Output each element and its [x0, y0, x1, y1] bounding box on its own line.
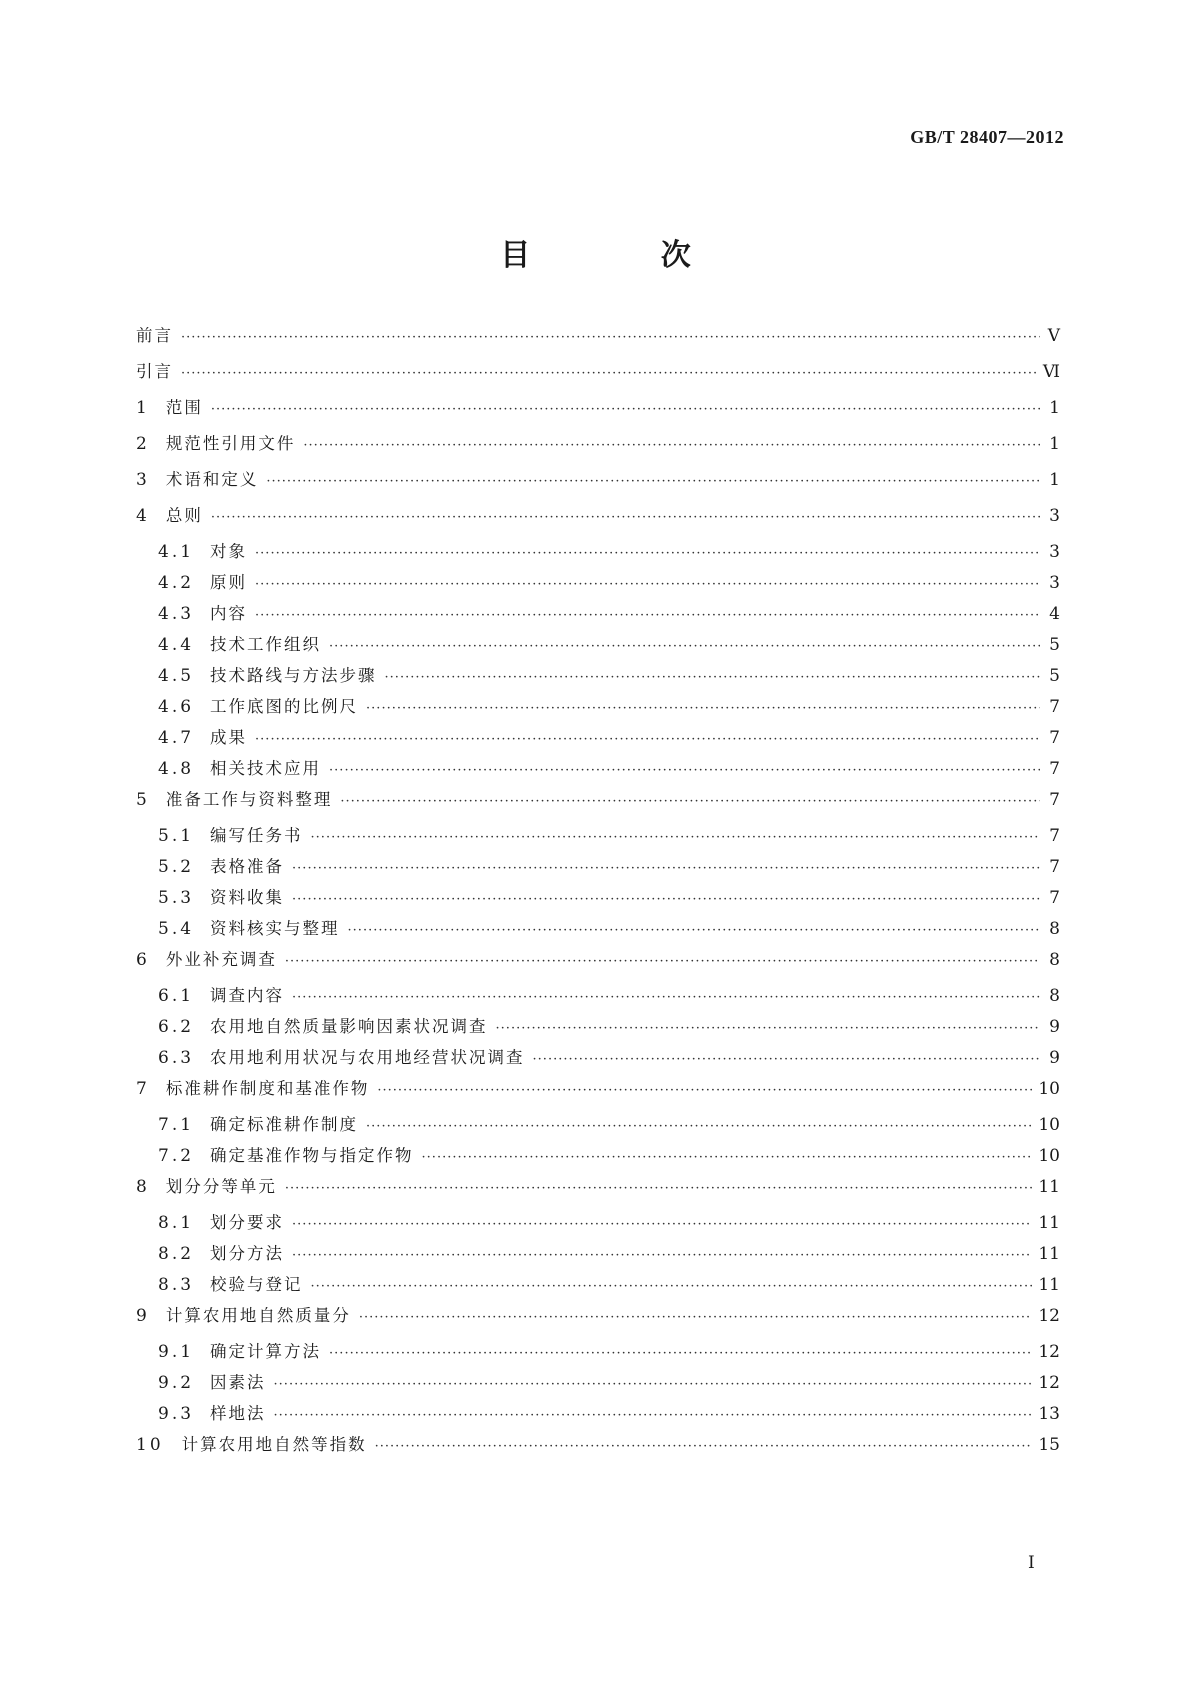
toc-entry-label: 划分方法 — [210, 1244, 285, 1263]
toc-entry-label: 计算农用地自然等指数 — [181, 1435, 367, 1454]
toc-entry-label: 准备工作与资料整理 — [165, 790, 333, 809]
dot-leader — [181, 330, 1040, 345]
toc-entry[interactable] — [136, 502, 1060, 538]
page-number: Ⅰ — [1028, 1553, 1035, 1573]
dot-leader — [329, 763, 1040, 778]
toc-entry-page: 8 — [1049, 950, 1060, 970]
toc-entry-label: 工作底图的比例尺 — [210, 697, 359, 716]
toc-entry-number: 4.8 — [158, 759, 195, 779]
toc-entry-page: 11 — [1038, 1177, 1060, 1197]
toc-entry-number: 6.2 — [158, 1017, 195, 1037]
dot-leader — [255, 732, 1040, 747]
toc-entry-label: 规范性引用文件 — [165, 434, 296, 453]
toc-entry-label: 样地法 — [210, 1404, 266, 1423]
toc-entry-label: 农用地利用状况与农用地经营状况调查 — [210, 1048, 525, 1067]
toc-entry-page: 7 — [1049, 697, 1060, 717]
toc-entry-label: 资料核实与整理 — [210, 919, 340, 938]
toc-entry[interactable] — [136, 1209, 1060, 1240]
dot-leader — [359, 1310, 1033, 1325]
dot-leader — [255, 546, 1040, 561]
dot-leader — [340, 794, 1040, 809]
toc-entry-label: 技术工作组织 — [210, 635, 322, 654]
toc-entry[interactable] — [136, 946, 1060, 982]
dot-leader — [375, 1439, 1033, 1454]
toc-entry[interactable] — [136, 755, 1060, 786]
dot-leader — [422, 1150, 1033, 1165]
toc-entry-label: 校验与登记 — [210, 1275, 303, 1294]
toc-entry[interactable] — [136, 430, 1060, 466]
toc-entry-page: 1 — [1049, 434, 1060, 454]
toc-entry-label: 术语和定义 — [165, 470, 259, 489]
toc-entry-page: 7 — [1049, 888, 1060, 908]
toc-entry[interactable] — [136, 1173, 1060, 1209]
toc-entry-page: 9 — [1049, 1017, 1060, 1037]
toc-entry[interactable] — [136, 1075, 1060, 1111]
toc-entry[interactable] — [136, 884, 1060, 915]
dot-leader — [292, 1217, 1032, 1232]
toc-entry-label: 确定基准作物与指定作物 — [210, 1146, 414, 1165]
toc-entry[interactable] — [136, 1400, 1060, 1431]
toc-entry[interactable] — [136, 1240, 1060, 1271]
toc-entry[interactable] — [136, 569, 1060, 600]
toc-entry[interactable] — [136, 631, 1060, 662]
toc-entry[interactable] — [136, 1431, 1060, 1467]
toc-entry-number: 5.2 — [158, 857, 195, 877]
dot-leader — [377, 1083, 1032, 1098]
toc-entry[interactable] — [136, 1142, 1060, 1173]
toc-entry-number: 6.1 — [158, 986, 195, 1006]
toc-entry-page: 3 — [1049, 506, 1060, 526]
toc-entry-label: 表格准备 — [210, 857, 285, 876]
toc-entry-number: 5 — [136, 790, 150, 810]
standard-code: GB/T 28407—2012 — [910, 127, 1064, 147]
toc-entry[interactable] — [136, 822, 1060, 853]
toc-entry-number: 8.3 — [158, 1275, 195, 1295]
toc-entry-number: 4.1 — [158, 542, 195, 562]
toc-entry-number: 8 — [136, 1177, 150, 1197]
toc-entry-page: 7 — [1049, 790, 1060, 810]
toc-entry-page: 13 — [1038, 1404, 1060, 1424]
toc-entry-page: 7 — [1049, 857, 1060, 877]
toc-entry[interactable] — [136, 322, 1060, 358]
dot-leader — [292, 861, 1040, 876]
toc-entry-number: 8.2 — [158, 1244, 195, 1264]
toc-entry-page: 10 — [1038, 1079, 1060, 1099]
toc-entry-label: 编写任务书 — [210, 826, 303, 845]
toc-entry[interactable] — [136, 662, 1060, 693]
toc-entry-page: 11 — [1038, 1275, 1060, 1295]
toc-entry[interactable] — [136, 394, 1060, 430]
toc-entry-label: 资料收集 — [210, 888, 285, 907]
toc-entry-page: 1 — [1049, 398, 1060, 418]
toc-entry[interactable] — [136, 915, 1060, 946]
toc-entry-number: 4 — [136, 506, 150, 526]
toc-entry-label: 对象 — [210, 542, 248, 561]
toc-entry[interactable] — [136, 1111, 1060, 1142]
toc-entry[interactable] — [136, 982, 1060, 1013]
dot-leader — [274, 1408, 1033, 1423]
toc-entry-page: 5 — [1049, 666, 1060, 686]
toc-entry-label: 技术路线与方法步骤 — [210, 666, 377, 685]
dot-leader — [211, 402, 1040, 417]
toc-entry-number: 4.2 — [158, 573, 195, 593]
dot-leader — [533, 1052, 1040, 1067]
dot-leader — [266, 474, 1040, 489]
toc-entry-label: 调查内容 — [210, 986, 285, 1005]
dot-leader — [311, 830, 1040, 845]
toc-entry[interactable] — [136, 1044, 1060, 1075]
toc-entry[interactable] — [136, 1271, 1060, 1302]
toc-entry[interactable] — [136, 853, 1060, 884]
toc-entry[interactable] — [136, 1013, 1060, 1044]
dot-leader — [496, 1021, 1040, 1036]
toc-entry-page: 3 — [1049, 542, 1060, 562]
dot-leader — [348, 923, 1040, 938]
dot-leader — [292, 990, 1040, 1005]
page-title: 目 次 — [500, 238, 751, 273]
toc-entry-label: 标准耕作制度和基准作物 — [165, 1079, 370, 1098]
toc-entry-label: 相关技术应用 — [210, 759, 322, 778]
toc-entry-page: 1 — [1049, 470, 1060, 490]
toc-entry[interactable] — [136, 600, 1060, 631]
toc-entry-label: 前言 — [136, 326, 173, 345]
toc-entry[interactable] — [136, 1369, 1060, 1400]
dot-leader — [366, 1119, 1032, 1134]
dot-leader — [255, 577, 1040, 592]
toc-entry-number: 5.4 — [158, 919, 195, 939]
toc-entry-label: 划分分等单元 — [165, 1177, 277, 1196]
toc-entry-page: 9 — [1049, 1048, 1060, 1068]
dot-leader — [292, 892, 1040, 907]
toc-entry-number: 1 — [136, 398, 150, 418]
toc-entry-label: 引言 — [136, 362, 173, 381]
dot-leader — [181, 366, 1037, 381]
toc-entry-number: 6 — [136, 950, 150, 970]
toc-entry[interactable] — [136, 1338, 1060, 1369]
toc-entry[interactable] — [136, 786, 1060, 822]
toc-entry-label: 农用地自然质量影响因素状况调查 — [210, 1017, 488, 1036]
toc-entry-label: 划分要求 — [210, 1213, 285, 1232]
toc-entry-page: 7 — [1049, 826, 1060, 846]
dot-leader — [285, 954, 1040, 969]
toc-entry-page: 4 — [1049, 604, 1060, 624]
toc-entry-page: 7 — [1049, 759, 1060, 779]
toc-entry[interactable] — [136, 1302, 1060, 1338]
toc-entry-page: 7 — [1049, 728, 1060, 748]
toc-entry-number: 3 — [136, 470, 150, 490]
toc-entry-number: 4.6 — [158, 697, 195, 717]
toc-entry-page: 15 — [1038, 1435, 1060, 1455]
toc-entry-number: 4.3 — [158, 604, 195, 624]
toc-entry-page: 12 — [1038, 1373, 1060, 1393]
toc-entry-number: 6.3 — [158, 1048, 195, 1068]
dot-leader — [255, 608, 1040, 623]
toc-entry[interactable] — [136, 358, 1060, 394]
toc-entry-number: 9.2 — [158, 1373, 195, 1393]
toc-entry-label: 因素法 — [210, 1373, 266, 1392]
toc-entry-number: 7.1 — [158, 1115, 195, 1135]
toc-entry-label: 总则 — [165, 506, 203, 525]
toc-entry-page: 3 — [1049, 573, 1060, 593]
toc-entry-number: 4.7 — [158, 728, 195, 748]
toc-entry-page: 10 — [1038, 1115, 1060, 1135]
dot-leader — [285, 1181, 1033, 1196]
dot-leader — [329, 639, 1040, 654]
dot-leader — [329, 1346, 1032, 1361]
toc-entry-label: 确定计算方法 — [210, 1342, 322, 1361]
dot-leader — [303, 438, 1040, 453]
toc-entry-number: 5.3 — [158, 888, 195, 908]
toc-entry[interactable] — [136, 538, 1060, 569]
toc-entry-label: 内容 — [210, 604, 248, 623]
toc-entry-page: 8 — [1049, 986, 1060, 1006]
toc-entry-number: 9.1 — [158, 1342, 195, 1362]
toc-entry-number: 9 — [136, 1306, 150, 1326]
toc-entry-label: 确定标准耕作制度 — [210, 1115, 359, 1134]
toc-entry-page: 12 — [1038, 1342, 1060, 1362]
toc-entry-number: 7.2 — [158, 1146, 195, 1166]
toc-entry[interactable] — [136, 724, 1060, 755]
toc-entry-number: 4.5 — [158, 666, 195, 686]
toc-entry-label: 成果 — [210, 728, 248, 747]
toc-entry-page: 11 — [1038, 1244, 1060, 1264]
toc-entry-number: 5.1 — [158, 826, 195, 846]
toc-entry-label: 原则 — [210, 573, 248, 592]
toc-entry-label: 外业补充调查 — [165, 950, 277, 969]
toc-entry-page: 8 — [1049, 919, 1060, 939]
toc-entry-number: 10 — [136, 1435, 164, 1455]
toc-entry[interactable] — [136, 466, 1060, 502]
toc-entry[interactable] — [136, 693, 1060, 724]
toc-entry-page: 10 — [1038, 1146, 1060, 1166]
dot-leader — [311, 1279, 1033, 1294]
toc-entry-label: 计算农用地自然质量分 — [165, 1306, 351, 1325]
toc-entry-number: 4.4 — [158, 635, 195, 655]
toc-entry-page: Ⅴ — [1047, 326, 1060, 346]
toc-entry-number: 2 — [136, 434, 150, 454]
toc-entry-page: 11 — [1038, 1213, 1060, 1233]
dot-leader — [385, 670, 1040, 685]
toc-entry-number: 9.3 — [158, 1404, 195, 1424]
toc-entry-label: 范围 — [165, 398, 203, 417]
dot-leader — [366, 701, 1040, 716]
toc-entry-number: 7 — [136, 1079, 150, 1099]
toc-entry-page: Ⅵ — [1042, 362, 1060, 382]
toc-entry-number: 8.1 — [158, 1213, 195, 1233]
dot-leader — [211, 510, 1040, 525]
toc-entry-page: 5 — [1049, 635, 1060, 655]
dot-leader — [292, 1248, 1032, 1263]
toc-entry-page: 12 — [1038, 1306, 1060, 1326]
dot-leader — [274, 1377, 1033, 1392]
table-of-contents — [136, 322, 1060, 1467]
